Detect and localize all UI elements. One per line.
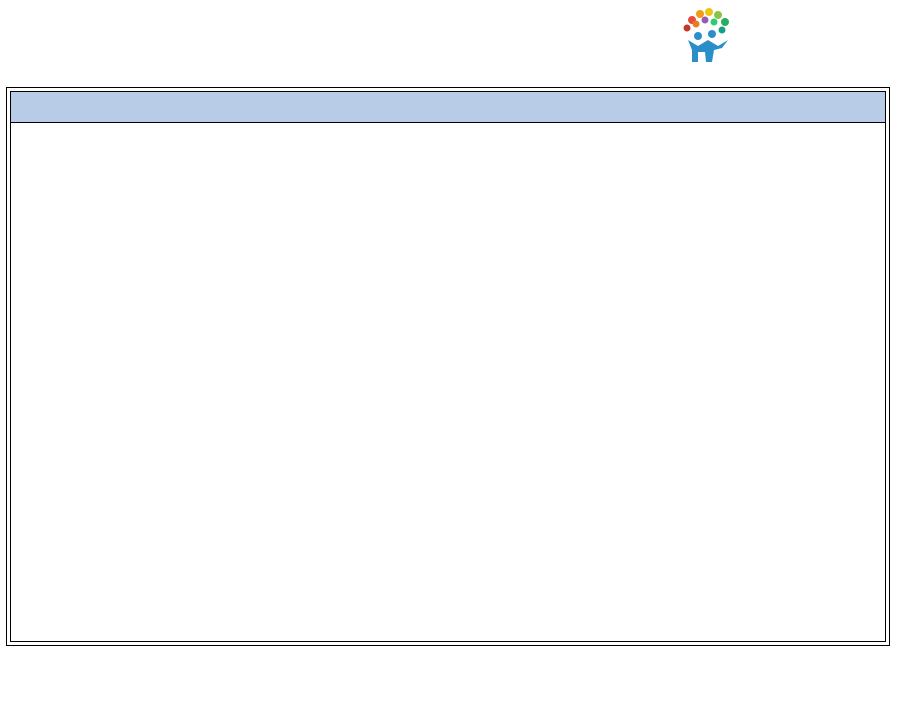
menu-grid [11, 123, 885, 641]
menu-calendar-frame [6, 87, 890, 646]
weekday-header-row [11, 92, 885, 123]
menu-calendar [10, 91, 886, 642]
contribution-notice [0, 672, 900, 686]
people-tree-icon [678, 6, 734, 66]
agency-logo [678, 6, 888, 68]
